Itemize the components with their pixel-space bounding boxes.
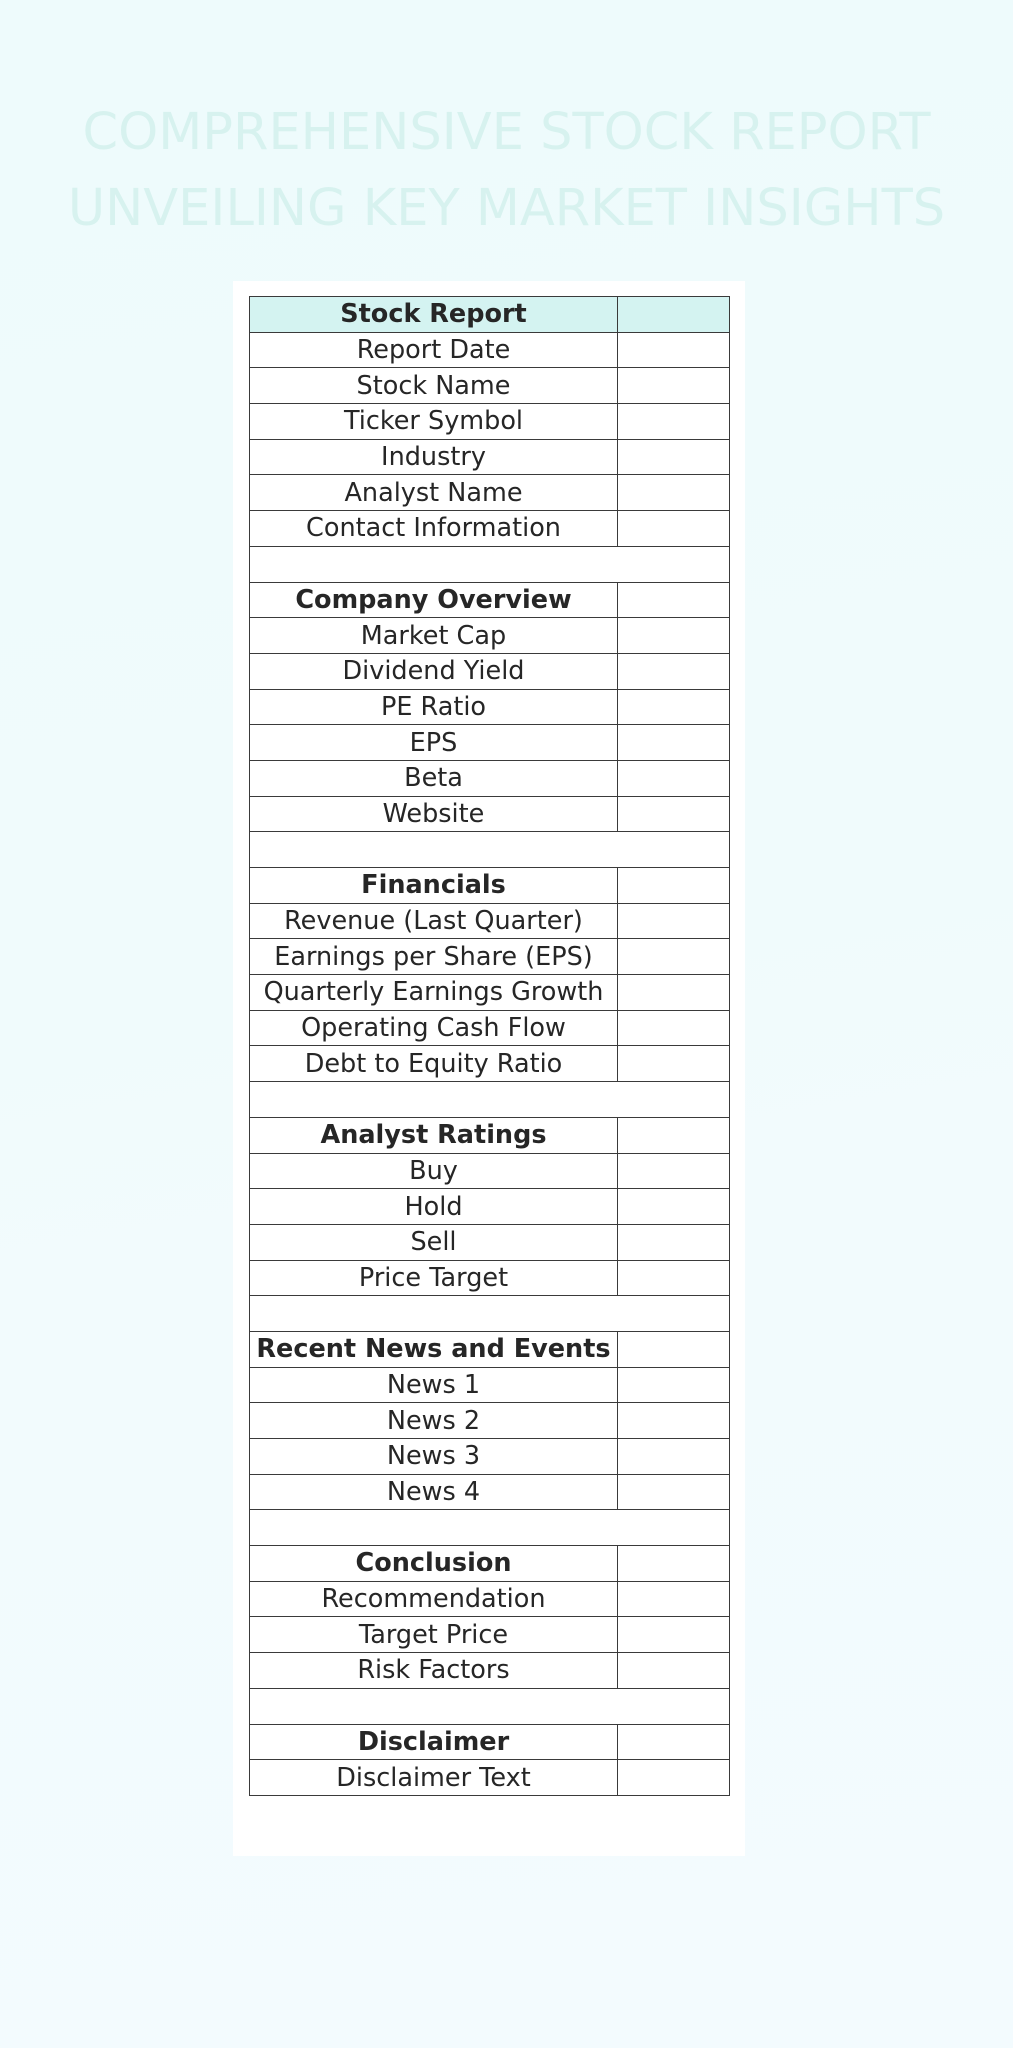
table-row: [250, 796, 730, 832]
table-row: [250, 725, 730, 761]
table-row: [250, 1010, 730, 1046]
table-row: [250, 1439, 730, 1475]
spacer-cell[interactable]: [250, 546, 730, 582]
row-label: Debt to Equity Ratio: [250, 1046, 618, 1082]
table-row: [250, 1760, 730, 1796]
stock-report-table: [249, 296, 730, 1796]
row-label: Analyst Name: [250, 475, 618, 511]
section-header-company-overview: Company Overview: [250, 582, 618, 618]
value-cell[interactable]: [618, 297, 730, 333]
table-row: [250, 760, 730, 796]
table-row: [250, 368, 730, 404]
section-header-row: [250, 868, 730, 904]
spacer-row: [250, 1296, 730, 1332]
table-row: [250, 975, 730, 1011]
table-row: [250, 1046, 730, 1082]
row-label: EPS: [250, 725, 618, 761]
section-header-disclaimer: Disclaimer: [250, 1724, 618, 1760]
spacer-cell[interactable]: [250, 832, 730, 868]
row-label: Dividend Yield: [250, 653, 618, 689]
row-label: News 2: [250, 1403, 618, 1439]
value-cell[interactable]: [618, 1474, 730, 1510]
row-label: Risk Factors: [250, 1653, 618, 1689]
value-cell[interactable]: [618, 1046, 730, 1082]
section-header-row: [250, 297, 730, 333]
row-label: Target Price: [250, 1617, 618, 1653]
table-row: [250, 1260, 730, 1296]
value-cell[interactable]: [618, 1653, 730, 1689]
value-cell[interactable]: [618, 1367, 730, 1403]
value-cell[interactable]: [618, 1581, 730, 1617]
row-label: Sell: [250, 1224, 618, 1260]
value-cell[interactable]: [618, 1010, 730, 1046]
row-label: Beta: [250, 760, 618, 796]
table-row: [250, 475, 730, 511]
table-row: [250, 653, 730, 689]
value-cell[interactable]: [618, 368, 730, 404]
table-row: [250, 439, 730, 475]
value-cell[interactable]: [618, 1260, 730, 1296]
table-row: [250, 1367, 730, 1403]
table-row: [250, 1474, 730, 1510]
value-cell[interactable]: [618, 1760, 730, 1796]
value-cell[interactable]: [618, 1224, 730, 1260]
table-row: [250, 404, 730, 440]
row-label: Price Target: [250, 1260, 618, 1296]
value-cell[interactable]: [618, 1403, 730, 1439]
section-header-row: [250, 1117, 730, 1153]
table-row: [250, 1403, 730, 1439]
row-label: Operating Cash Flow: [250, 1010, 618, 1046]
table-row: [250, 1617, 730, 1653]
row-label: Contact Information: [250, 511, 618, 547]
value-cell[interactable]: [618, 725, 730, 761]
row-label: Earnings per Share (EPS): [250, 939, 618, 975]
title-line-2: UNVEILING KEY MARKET INSIGHTS: [67, 179, 946, 238]
row-label: Disclaimer Text: [250, 1760, 618, 1796]
value-cell[interactable]: [618, 1189, 730, 1225]
spacer-row: [250, 1510, 730, 1546]
section-header-stock-report: Stock Report: [250, 297, 618, 333]
value-cell[interactable]: [618, 582, 730, 618]
value-cell[interactable]: [618, 1439, 730, 1475]
value-cell[interactable]: [618, 332, 730, 368]
row-label: Ticker Symbol: [250, 404, 618, 440]
spacer-row: [250, 546, 730, 582]
row-label: Revenue (Last Quarter): [250, 903, 618, 939]
section-header-row: [250, 582, 730, 618]
row-label: News 1: [250, 1367, 618, 1403]
value-cell[interactable]: [618, 1724, 730, 1760]
table-row: [250, 1581, 730, 1617]
table-row: [250, 511, 730, 547]
row-label: Website: [250, 796, 618, 832]
value-cell[interactable]: [618, 1546, 730, 1582]
row-label: News 3: [250, 1439, 618, 1475]
row-label: Industry: [250, 439, 618, 475]
section-header-analyst-ratings: Analyst Ratings: [250, 1117, 618, 1153]
page-title: [0, 95, 1013, 247]
table-row: [250, 903, 730, 939]
row-label: Quarterly Earnings Growth: [250, 975, 618, 1011]
spacer-cell[interactable]: [250, 1082, 730, 1118]
table-row: [250, 689, 730, 725]
row-label: PE Ratio: [250, 689, 618, 725]
table-row: [250, 1224, 730, 1260]
spacer-row: [250, 1688, 730, 1724]
value-cell[interactable]: [618, 439, 730, 475]
value-cell[interactable]: [618, 653, 730, 689]
spacer-row: [250, 832, 730, 868]
value-cell[interactable]: [618, 939, 730, 975]
section-header-row: [250, 1724, 730, 1760]
value-cell[interactable]: [618, 404, 730, 440]
value-cell[interactable]: [618, 868, 730, 904]
spacer-row: [250, 1082, 730, 1118]
section-header-row: [250, 1331, 730, 1367]
spacer-cell[interactable]: [250, 1688, 730, 1724]
row-label: Recommendation: [250, 1581, 618, 1617]
spacer-cell[interactable]: [250, 1296, 730, 1332]
value-cell[interactable]: [618, 511, 730, 547]
value-cell[interactable]: [618, 1153, 730, 1189]
value-cell[interactable]: [618, 475, 730, 511]
table-row: [250, 1189, 730, 1225]
row-label: Hold: [250, 1189, 618, 1225]
value-cell[interactable]: [618, 903, 730, 939]
table-row: [250, 1653, 730, 1689]
row-label: Buy: [250, 1153, 618, 1189]
value-cell[interactable]: [618, 1117, 730, 1153]
value-cell[interactable]: [618, 975, 730, 1011]
row-label: Stock Name: [250, 368, 618, 404]
section-header-financials: Financials: [250, 868, 618, 904]
table-row: [250, 939, 730, 975]
table-row: [250, 1153, 730, 1189]
table-row: [250, 332, 730, 368]
row-label: Report Date: [250, 332, 618, 368]
value-cell[interactable]: [618, 689, 730, 725]
value-cell[interactable]: [618, 1617, 730, 1653]
table-row: [250, 618, 730, 654]
spacer-cell[interactable]: [250, 1510, 730, 1546]
section-header-recent-news: Recent News and Events: [250, 1331, 618, 1367]
section-header-conclusion: Conclusion: [250, 1546, 618, 1582]
title-line-1: COMPREHENSIVE STOCK REPORT: [82, 103, 931, 162]
value-cell[interactable]: [618, 760, 730, 796]
row-label: Market Cap: [250, 618, 618, 654]
value-cell[interactable]: [618, 1331, 730, 1367]
value-cell[interactable]: [618, 618, 730, 654]
section-header-row: [250, 1546, 730, 1582]
value-cell[interactable]: [618, 796, 730, 832]
row-label: News 4: [250, 1474, 618, 1510]
